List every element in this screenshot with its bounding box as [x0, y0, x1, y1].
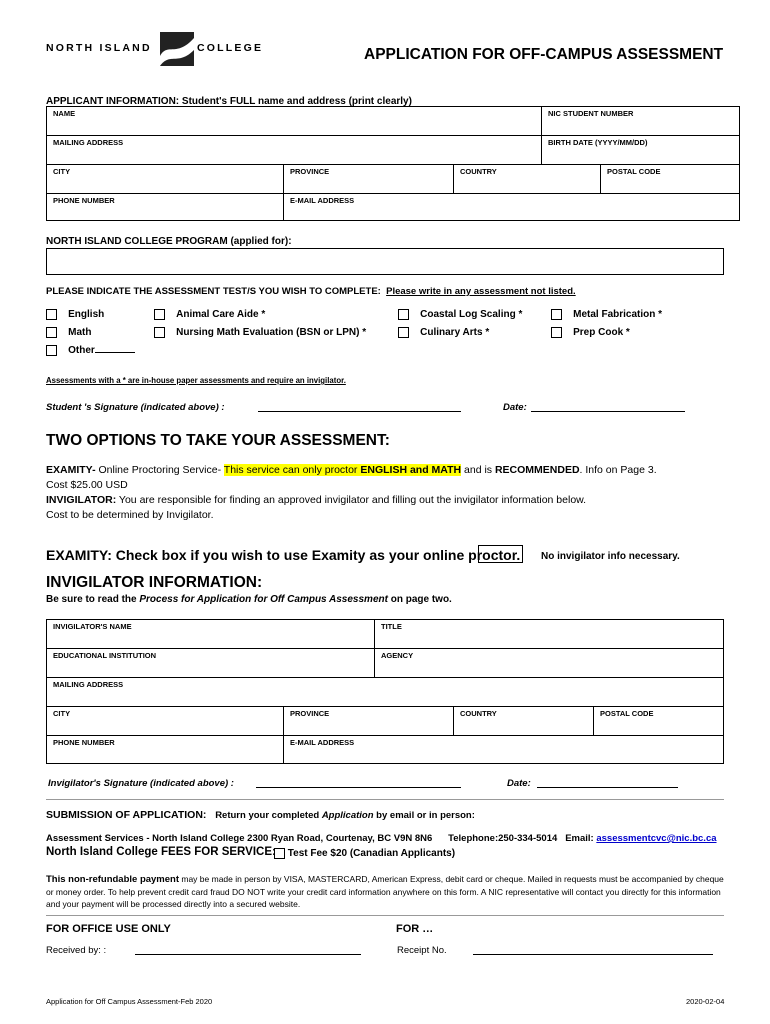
examity-check-label: EXAMITY: Check box if you wish to use Examity as your online proctor. — [46, 547, 521, 563]
culinary-label: Culinary Arts * — [420, 327, 490, 339]
nursing-math-checkbox[interactable] — [154, 327, 165, 338]
student-date-line[interactable] — [531, 411, 685, 412]
applicant-mailing-address-field[interactable]: MAILING ADDRESS — [47, 136, 542, 164]
animal-care-label: Animal Care Aide * — [176, 309, 266, 321]
applicant-postal-code-field[interactable]: POSTAL CODE — [607, 167, 661, 176]
receipt-no-line[interactable] — [473, 954, 713, 955]
invigilator-form — [46, 619, 724, 764]
applicant-city-field[interactable]: CITY — [47, 165, 284, 193]
applicant-form — [46, 106, 740, 221]
footer-date: 2020-02-04 — [686, 997, 725, 1006]
invigilator-email-field[interactable]: E-MAIL ADDRESS — [290, 738, 355, 747]
applicant-heading: APPLICANT INFORMATION: Student's FULL name and address (print clearly) — [46, 96, 412, 107]
birth-date-field[interactable]: BIRTH DATE (YYYY/MM/DD) — [548, 138, 648, 147]
student-date-label: Date: — [503, 402, 527, 413]
invigilator-signature-line[interactable] — [256, 787, 461, 788]
submission-heading: SUBMISSION OF APPLICATION: Return your completed Application by email or in person: — [46, 809, 475, 821]
other-write-in-line[interactable] — [95, 352, 135, 353]
other-checkbox[interactable] — [46, 345, 57, 356]
test-fee-checkbox[interactable] — [274, 848, 285, 859]
college-logo-icon — [160, 32, 194, 66]
invigilator-date-label: Date: — [507, 778, 531, 789]
logo-text-north-island: NORTH ISLAND — [46, 42, 152, 54]
fees-label: North Island College FEES FOR SERVICE: — [46, 846, 276, 858]
english-checkbox[interactable] — [46, 309, 57, 320]
program-field[interactable] — [46, 248, 724, 275]
examity-checkbox[interactable] — [478, 545, 523, 563]
other-label: Other — [68, 345, 95, 357]
office-divider — [46, 915, 724, 916]
invigilator-signature-label: Invigilator's Signature (indicated above) : — [48, 778, 234, 789]
invigilator-name-field[interactable]: INVIGILATOR'S NAME — [47, 620, 375, 648]
received-by-line[interactable] — [135, 954, 361, 955]
english-label: English — [68, 309, 105, 321]
invigilator-heading: INVIGILATOR INFORMATION: — [46, 574, 263, 591]
invigilator-country-field[interactable]: COUNTRY — [454, 707, 594, 735]
applicant-email-field[interactable]: E-MAIL ADDRESS — [290, 196, 355, 205]
student-signature-label: Student 's Signature (indicated above) : — [46, 402, 225, 413]
math-checkbox[interactable] — [46, 327, 57, 338]
assessment-email-link[interactable]: assessmentcvc@nic.bc.ca — [596, 833, 717, 844]
page-title: APPLICATION FOR OFF-CAMPUS ASSESSMENT — [364, 46, 724, 63]
prep-cook-label: Prep Cook * — [573, 327, 630, 339]
culinary-checkbox[interactable] — [398, 327, 409, 338]
tests-label: PLEASE INDICATE THE ASSESSMENT TEST/S YOU WISH TO COMPLETE: Please write in any assessment not listed. — [46, 286, 576, 297]
received-by-label: Received by: : — [46, 945, 107, 956]
student-number-field[interactable]: NIC STUDENT NUMBER — [548, 109, 634, 118]
invigilator-postal-code-field[interactable]: POSTAL CODE — [600, 709, 654, 718]
logo-text-college: COLLEGE — [197, 42, 264, 54]
section-divider — [46, 799, 724, 800]
office-use-heading: FOR OFFICE USE ONLY — [46, 923, 171, 935]
inhouse-footnote: Assessments with a * are in-house paper assessments and require an invigilator. — [46, 376, 346, 385]
invigilator-agency-field[interactable]: AGENCY — [381, 651, 414, 660]
footer-left: Application for Off Campus Assessment-Feb 2020 — [46, 997, 213, 1006]
invigilator-institution-field[interactable]: EDUCATIONAL INSTITUTION — [47, 649, 375, 677]
animal-care-checkbox[interactable] — [154, 309, 165, 320]
no-invigilator-note: No invigilator info necessary. — [541, 551, 680, 562]
invigilator-title-field[interactable]: TITLE — [381, 622, 402, 631]
student-signature-line[interactable] — [258, 411, 461, 412]
math-label: Math — [68, 327, 92, 339]
nursing-math-label: Nursing Math Evaluation (BSN or LPN) * — [176, 327, 367, 339]
invigilator-province-field[interactable]: PROVINCE — [284, 707, 454, 735]
invigilator-subheading: Be sure to read the Process for Application for Off Campus Assessment on page two. — [46, 594, 452, 605]
invigilator-mailing-address-field[interactable]: MAILING ADDRESS — [53, 680, 124, 689]
invigilator-date-line[interactable] — [537, 787, 678, 788]
metal-fab-checkbox[interactable] — [551, 309, 562, 320]
program-label: NORTH ISLAND COLLEGE PROGRAM (applied for): — [46, 236, 292, 247]
applicant-name-field[interactable]: NAME — [47, 107, 542, 135]
prep-cook-checkbox[interactable] — [551, 327, 562, 338]
coastal-log-label: Coastal Log Scaling * — [420, 309, 523, 321]
submission-address-line: Assessment Services - North Island College 2300 Ryan Road, Courtenay, BC V9N 8N6 Telephone:250-334-5014 Email: assessmentcvc@nic.bc.ca — [46, 833, 717, 844]
test-fee-item: Test Fee $20 (Canadian Applicants) — [274, 848, 455, 859]
receipt-no-label: Receipt No. — [397, 945, 447, 956]
coastal-log-checkbox[interactable] — [398, 309, 409, 320]
applicant-province-field[interactable]: PROVINCE — [284, 165, 454, 193]
options-body: EXAMITY- Online Proctoring Service- This service can only proctor ENGLISH and MATH and is RECOMMENDED. Info on Page 3. Cost $25.00 USD INVIGILATOR: You are responsible for finding an approved invigilator and filling out the invigilator information below. Cost to be determined by Invigilator. — [46, 464, 657, 521]
payment-note: This non-refundable payment may be made in person by VISA, MASTERCARD, American Express, debit card or cheque. Mailed in requests must be accompanied by cheque or money order. To help prevent credit card fraud DO NOT write your credit card information anywhere on this form. A NIC representative will contact you directly for this information and your payment will be processed directly into a secured website. — [46, 874, 724, 909]
invigilator-city-field[interactable]: CITY — [47, 707, 284, 735]
applicant-country-field[interactable]: COUNTRY — [454, 165, 601, 193]
invigilator-phone-field[interactable]: PHONE NUMBER — [47, 736, 284, 763]
applicant-phone-field[interactable]: PHONE NUMBER — [47, 194, 284, 220]
options-heading: TWO OPTIONS TO TAKE YOUR ASSESSMENT: — [46, 432, 390, 449]
office-for-heading: FOR … — [396, 923, 434, 935]
metal-fab-label: Metal Fabrication * — [573, 309, 663, 321]
examity-highlight: This service can only proctor ENGLISH and MATH — [223, 464, 462, 476]
